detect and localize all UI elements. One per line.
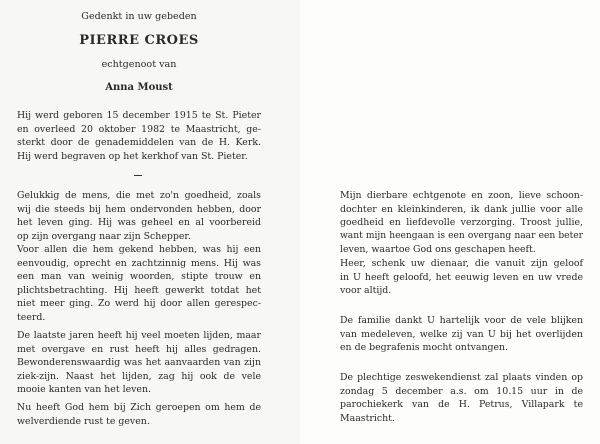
- text-line: goedheid en liefdevolle verzorging. Troost jullie,: [340, 217, 583, 229]
- text-line: teerd.: [17, 311, 46, 323]
- text-line: voor altijd.: [340, 285, 392, 297]
- right-panel: [300, 0, 600, 444]
- text-line: een man van weinig woorden, stipte trouw en: [17, 271, 261, 283]
- text-line: Hij werd geboren 15 december 1915 te St. Pieter: [17, 110, 261, 121]
- paragraph-2: [17, 243, 261, 325]
- text-line: zondag 5 december a.s. om 10.15 uur in de: [340, 385, 583, 397]
- text-line: Maastricht.: [340, 412, 395, 424]
- bio-paragraph: [17, 109, 261, 163]
- text-line: in U heeft geloofd, het eeuwig leven en uw vrede: [340, 271, 583, 283]
- paragraph-4: [17, 401, 261, 428]
- thanks-paragraph: [340, 314, 583, 355]
- text-line: Hij werd begraven op het kerkhof van St. Pieter.: [17, 150, 248, 162]
- divider-dash: [134, 175, 142, 176]
- text-line: niet meer ging. Zo werd hij door allen gerespec-: [17, 298, 261, 310]
- text-line: Mijn dierbare echtgenote en zoon, lieve schoon-: [340, 190, 583, 201]
- deceased-name: PIERRE CROES: [79, 33, 199, 48]
- text-line: want mijn heengaan is een overgang naar een beter: [340, 230, 583, 241]
- text-line: wij die steeds bij hem ondervonden hebben, door: [17, 203, 261, 215]
- text-line: eenvoudig, oprecht en zachtzinnig mens. Hij was: [17, 257, 261, 269]
- text-line: dochter en kleinkinderen, ik dank jullie voor alle: [340, 203, 583, 215]
- text-line: De plechtige zeswekendienst zal plaats vinden op: [340, 372, 583, 383]
- text-line: ziek-zijn. Naast het lijden, zag hij ook de vele: [17, 370, 261, 382]
- relation-text: echtgenoot van: [101, 59, 177, 70]
- text-line: De familie dankt U hartelijk voor de vele blijken: [340, 315, 583, 326]
- service-paragraph: [340, 371, 583, 425]
- text-line: en de begrafenis mocht ontvangen.: [340, 342, 509, 354]
- text-line: welverdiende rust te geven.: [17, 415, 150, 427]
- text-line: mooie kanten van het leven.: [17, 384, 151, 396]
- text-line: van medeleven, welke zij van U bij het overlijden: [340, 328, 583, 340]
- paragraph-1: [17, 189, 261, 243]
- text-line: op zijn overgang naar zijn Schepper.: [17, 230, 191, 242]
- text-line: Bewonderenswaardig was het aanvaarden van zijn: [17, 357, 261, 369]
- text-line: De laatste jaren heeft hij veel moeten lijden, maar: [17, 330, 261, 341]
- text-line: sterkt door de genademiddelen van de H. Kerk.: [17, 137, 261, 149]
- text-line: Nu heeft God hem bij Zich geroepen om hem de: [17, 402, 261, 413]
- paragraph-3: [17, 329, 261, 397]
- text-line: het leven ging. Hij was geheel en al voorbereid: [17, 217, 261, 229]
- text-line: plichtsbetrachting. Hij heeft gewerkt totdat het: [17, 284, 261, 296]
- header-text: Gedenkt in uw gebeden: [81, 11, 197, 22]
- text-line: parochiekerk van de H. Petrus, Villapark te: [340, 399, 583, 411]
- text-line: met overgave en rust heeft hij alles gedragen.: [17, 343, 261, 355]
- text-line: Heer, schenk uw dienaar, die vanuit zijn geloof: [340, 257, 583, 269]
- text-line: Voor allen die hem gekend hebben, was hij een: [17, 244, 261, 255]
- text-line: Gelukkig de mens, die met zo'n goedheid, zoals: [17, 190, 261, 201]
- text-line: leven, waartoe God ons geschapen heeft.: [340, 244, 536, 256]
- spouse-name: Anna Moust: [105, 82, 173, 93]
- text-line: en overleed 20 oktober 1982 te Maastricht, ge-: [17, 123, 261, 135]
- farewell-paragraph: [340, 189, 583, 298]
